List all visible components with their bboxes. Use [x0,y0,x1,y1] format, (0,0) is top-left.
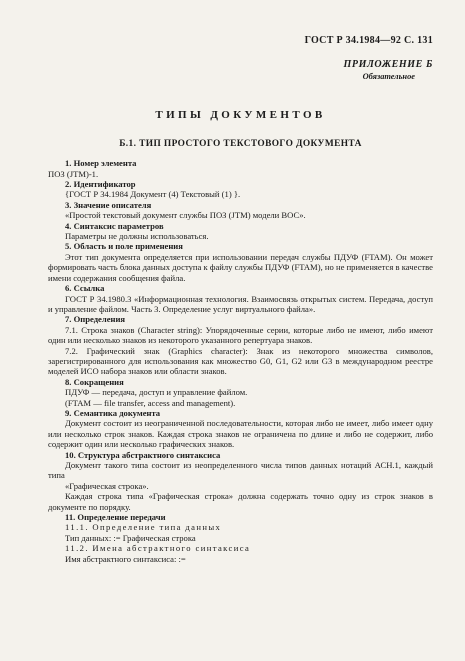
section-3-heading: 3. Значение описателя [65,199,152,210]
section-title: Б.1. ТИП ПРОСТОГО ТЕКСТОВОГО ДОКУМЕНТА [119,138,362,149]
section-8-heading: 8. Сокращения [65,376,124,387]
page-header [48,36,433,46]
section-7-paragraph-2: 7.2. Графический знак (Graphics character): Знак из некоторого множества символов, зарегистрированного для использования как множество G0, G1, G2 или G3 в международном реестре моделей ИСО набора знаков или области знаков. [48,345,433,377]
section-11-1-heading: 11.1. Определение типа данных [65,522,222,533]
section-11-2-body: Имя абстрактного синтаксиса: := [65,553,186,564]
document-page [48,36,433,564]
section-4-heading: 4. Синтаксис параметров [65,220,164,231]
section-8-line-1: ПДУФ — передача, доступ и управление файлом. [65,387,248,398]
section-10-paragraph-1: Документ такого типа состоит из неопределенного числа типов данных нотаций АСН.1, каждый типа [48,460,433,481]
section-5-body: Этот тип документа определяется при использовании передач службы ПДУФ (FTAM). Он может формировать часть блока данных доступа к файлу службы ПДУФ (FTAM), но не применяется в качестве имени содержания сообщения файла. [48,251,433,283]
section-3-body: «Простой текстовый документ службы ПОЗ (JTM) модели ВОС». [65,210,306,221]
section-6-heading: 6. Ссылка [65,283,105,294]
section-1-body: ПОЗ (JTM)-1. [48,168,99,179]
section-11-2-heading: 11.2. Имена абстрактного синтаксиса [65,543,251,554]
section-7-paragraph-1: 7.1. Строка знаков (Character string): Упорядоченные серии, которые либо не имеют, либо имеют один или несколько знаков из некоторого указанного репертуара знаков. [48,324,433,346]
section-10-heading: 10. Структура абстрактного синтаксиса [65,449,221,460]
section-9-heading: 9. Семантика документа [65,407,161,418]
section-4-body: Параметры не должны использоваться. [65,231,209,242]
section-6-body: ГОСТ Р 34.1980.3 «Информационная технология. Взаимосвязь открытых систем. Передача, доступ и управление файлом. Часть 3. Определение услуг виртуального файла». [48,293,433,314]
appendix-status: Обязательное [362,72,415,82]
section-7-heading: 7. Определения [65,314,126,325]
page-title: ТИПЫ ДОКУМЕНТОВ [155,109,326,122]
section-11-heading: 11. Определение передачи [65,512,166,523]
section-10-paragraph-3: Каждая строка типа «Графическая строка» должна содержать точно одну из строк знаков в документе по порядку. [48,491,433,512]
section-11-1-body: Тип данных: := Графическая строка [65,532,196,543]
section-1-heading: 1. Номер элемента [65,158,137,169]
gost-page-reference: ГОСТ Р 34.1984—92 С. 131 [304,35,433,46]
section-10-paragraph-2: «Графическая строка». [65,480,149,491]
section-2-body: {ГОСТ Р 34.1984 Документ (4) Текстовый (1) }. [65,189,241,200]
section-8-line-2: (FTAM — file transfer, access and management). [65,397,236,408]
appendix-label: ПРИЛОЖЕНИЕ Б [343,59,433,71]
section-9-body: Документ состоит из неограниченной последовательности, которая либо не имеет, либо имеет одну или несколько строк знаков. Каждая строка знаков не ограничена по длине и либо не содержит, либо содержит один или несколько графических знаков. [48,418,433,450]
section-5-heading: 5. Область и поле применения [65,241,183,252]
section-2-heading: 2. Идентификатор [65,179,136,190]
